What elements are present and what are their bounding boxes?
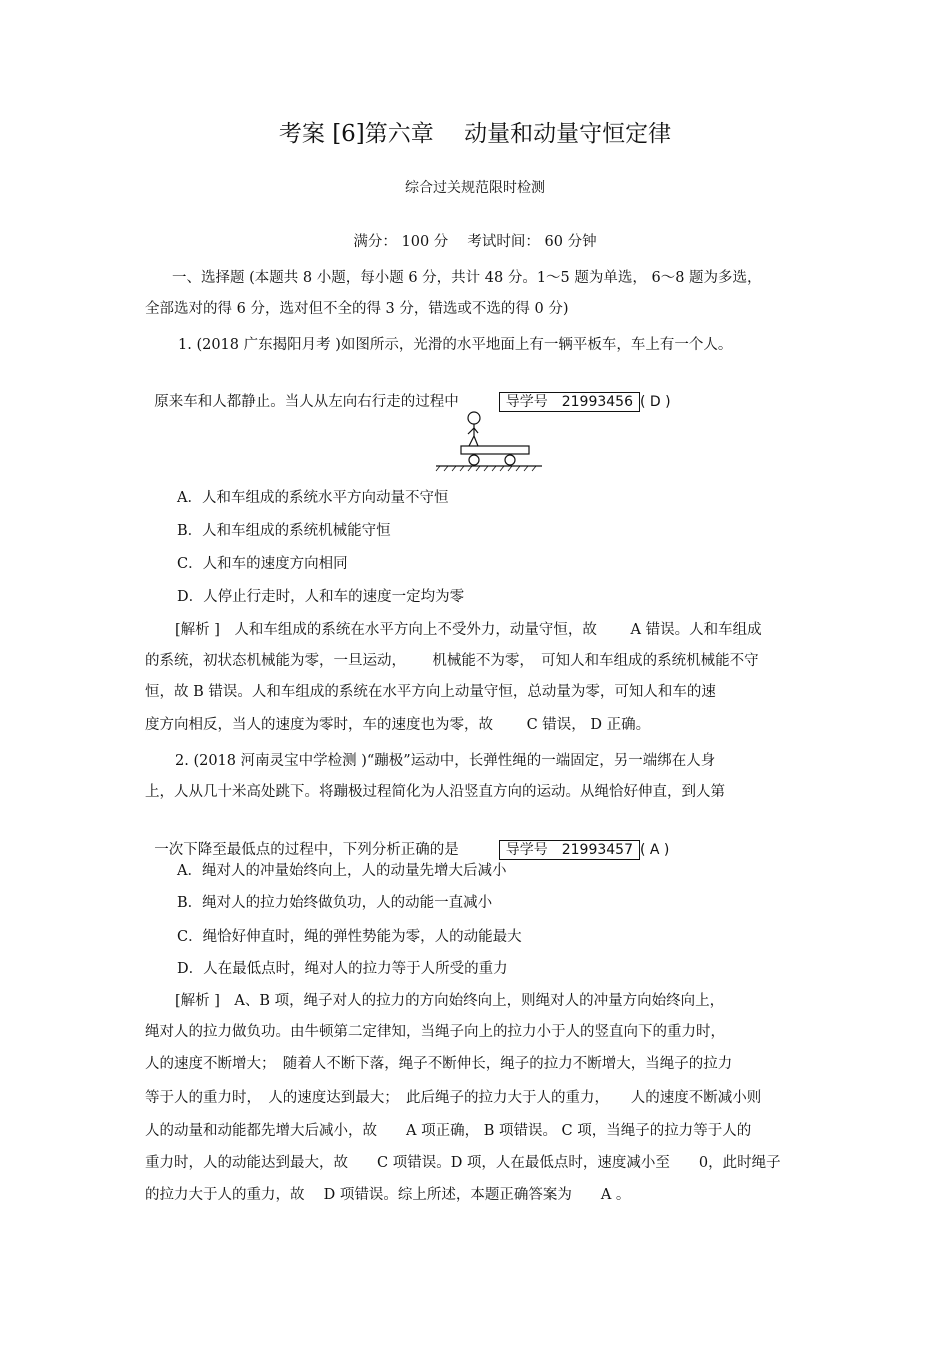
q1-option-a: A．人和车组成的系统水平方向动量不守恒 <box>177 490 449 506</box>
q1-stem-line-2 <box>145 372 671 412</box>
q2-stem-text: 一次下降至最低点的过程中，下列分析正确的是 <box>154 842 459 858</box>
page-title: 考案 [6]第六章 动量和动量守恒定律 <box>278 121 672 147</box>
cart-wheel-left <box>469 455 479 465</box>
q2-code-box: 导学号 21993457 <box>499 840 640 860</box>
q1-analysis-line-1: [解析 ] 人和车组成的系统在水平方向上不受外力，动量守恒，故 A 错误。人和车组成 <box>175 622 762 638</box>
q2-analysis-line-1: [解析 ] A、B 项，绳子对人的拉力的方向始终向上，则绳对人的冲量方向始终向上， <box>175 993 725 1009</box>
q2-stem-line-1: 2. (2018 河南灵宝中学检测 )“蹦极”运动中，长弹性绳的一端固定，另一端绑在人身 <box>175 753 716 769</box>
q2-option-b: B．绳对人的拉力始终做负功，人的动能一直减小 <box>177 895 493 911</box>
q1-stem-line-1: 1. (2018 广东揭阳月考 )如图所示，光滑的水平地面上有一辆平板车，车上有一个人。 <box>178 337 733 353</box>
q2-analysis-line-3: 人的速度不断增大； 随着人不断下落，绳子不断伸长，绳子的拉力不断增大，当绳子的拉力 <box>145 1056 733 1072</box>
q1-option-d: D．人停止行走时，人和车的速度一定均为零 <box>177 589 465 605</box>
section-header-line-2: 全部选对的得 6 分，选对但不全的得 3 分，错选或不选的得 0 分) <box>145 301 569 317</box>
q2-answer: ( A ) <box>639 842 670 858</box>
q1-code-box: 导学号 21993456 <box>499 392 640 412</box>
q2-option-a: A．绳对人的冲量始终向上，人的动量先增大后减小 <box>177 863 507 879</box>
person-head <box>468 412 480 424</box>
q1-option-b: B．人和车组成的系统机械能守恒 <box>177 523 391 539</box>
q1-stem-text: 原来车和人都静止。当人从左向右行走的过程中 <box>154 394 459 410</box>
q2-analysis-line-6: 重力时，人的动能达到最大，故 C 项错误。D 项，人在最低点时，速度减小至 0，此时绳子 <box>145 1155 781 1171</box>
cart-platform <box>461 446 529 454</box>
q2-analysis-line-5: 人的动量和动能都先增大后减小，故 A 项正确， B 项错误。 C 项，当绳子的拉力等于人的 <box>145 1123 752 1139</box>
page-subtitle: 综合过关规范限时检测 <box>405 180 545 196</box>
q2-analysis-line-2: 绳对人的拉力做负功。由牛顿第二定律知，当绳子向上的拉力小于人的竖直向下的重力时， <box>145 1024 725 1040</box>
q1-option-c: C．人和车的速度方向相同 <box>177 556 348 572</box>
q1-analysis-line-2: 的系统，初状态机械能为零，一旦运动， 机械能不为零， 可知人和车组成的系统机械能不守 <box>145 653 759 669</box>
exam-meta: 满分： 100 分 考试时间： 60 分钟 <box>353 234 597 250</box>
q2-option-c: C．绳恰好伸直时，绳的弹性势能为零，人的动能最大 <box>177 929 522 945</box>
q2-stem-line-2: 上，人从几十米高处跳下。将蹦极过程简化为人沿竖直方向的运动。从绳恰好伸直，到人第 <box>145 784 725 800</box>
cart-figure <box>434 408 544 472</box>
q1-answer: ( D ) <box>639 394 671 410</box>
cart-wheel-right <box>505 455 515 465</box>
q1-analysis-line-4: 度方向相反，当人的速度为零时，车的速度也为零，故 C 错误， D 正确。 <box>145 717 651 733</box>
q2-analysis-line-7: 的拉力大于人的重力，故 D 项错误。综上所述，本题正确答案为 A 。 <box>145 1187 631 1203</box>
q1-analysis-line-3: 恒，故 B 错误。人和车组成的系统在水平方向上动量守恒，总动量为零，可知人和车的速 <box>145 684 716 700</box>
q2-analysis-line-4: 等于人的重力时， 人的速度达到最大； 此后绳子的拉力大于人的重力， 人的速度不断减小则 <box>145 1090 762 1106</box>
q2-option-d: D．人在最低点时，绳对人的拉力等于人所受的重力 <box>177 961 508 977</box>
q2-stem-line-3 <box>145 820 669 860</box>
section-header-line-1: 一、选择题 (本题共 8 小题，每小题 6 分，共计 48 分。1～5 题为单选， 6～8 题为多选， <box>172 270 762 286</box>
